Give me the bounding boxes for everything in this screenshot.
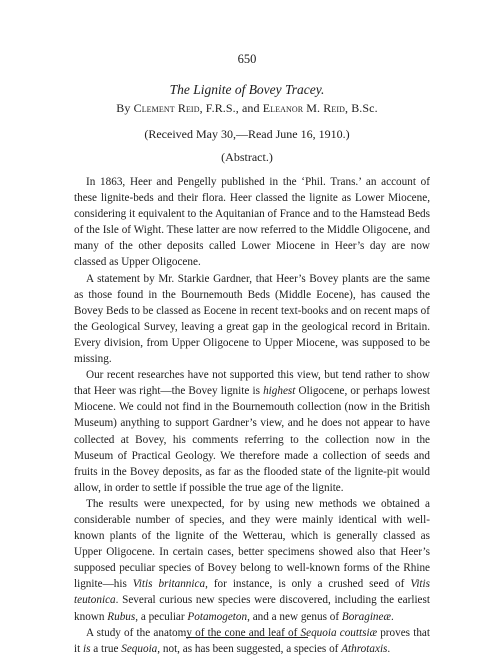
abstract-heading: (Abstract.): [221, 150, 273, 164]
species-name: Vitis teutonica: [74, 578, 430, 607]
paragraph-text: , not, as has been suggested, a species of: [157, 642, 342, 655]
species-name: Vitis britannica: [132, 578, 206, 591]
paragraph-2: [74, 271, 430, 368]
paragraph-text: Our recent researches have not supported this view, but tend rather to show that Heer was right—the Bovey lignite is: [74, 369, 430, 398]
paragraph-1: [74, 174, 430, 271]
paragraph-text: Oligocene, or perhaps lowest Miocene. We could not find in the Bournemouth collection (now in the British Museum) anything to support Gardner’s view, and he does not appear to have collected at Bovey, his comments referring to the collection now in the Museum of Practical Geology. We therefore made a collection of seeds and fruits in the Bovey deposits, as far as the flooded state of the lignite-pit would allow, in order to settle if possible the true age of the lignite.: [74, 385, 430, 494]
paragraph-text: , and a new genus of: [247, 610, 342, 623]
author-1-name: Clement Reid: [133, 101, 200, 115]
end-rule: [186, 637, 308, 638]
paragraph-5: [74, 625, 430, 657]
species-name: Sequoia couttsiæ: [300, 626, 378, 639]
author-line: [0, 101, 494, 116]
italic-text: is: [83, 642, 91, 655]
page-number: 650: [237, 52, 257, 66]
paragraph-text: The results were unexpected, for by using new methods we obtained a considerable number of species, and they were mainly identical with well-known plants of the lignite of the Wetterau, which is generally classed as Upper Oligocene. In certain cases, better specimens showed also that Heer’s supposed peculiar species of Bovey belong to well-known forms of the Rhine lignite—his: [74, 497, 430, 591]
italic-text: highest: [263, 385, 296, 398]
author-2-degree: , B.Sc.: [345, 101, 378, 115]
paragraph-1-text: In 1863, Heer and Pengelly published in the ‘Phil. Trans.’ an account of these lignite-beds and their flora. Heer classed the lignite as Lower Miocene, considering it equivalent to the Aquitanian of France and to the Hamstead Beds of the Isle of Wight. These latter are now referred to the Middle Oligocene, and many of the other deposits called Lower Miocene in Heer’s day are now classed as Upper Oligocene.: [74, 176, 430, 269]
genus-name: Athrotaxis: [341, 642, 388, 655]
paragraph-text: , for instance, is only a crushed seed of: [205, 578, 411, 591]
family-name: Boragineæ: [341, 610, 391, 623]
genus-name: Rubus: [107, 610, 136, 623]
paragraph-text: proves that it: [74, 626, 430, 655]
paragraph-text: , a peculiar: [135, 610, 188, 623]
paragraph-text: .: [390, 610, 394, 623]
genus-name: Potamogeton: [187, 610, 248, 623]
paragraph-4: [74, 496, 430, 625]
paper-title: The Lignite of Bovey Tracey.: [169, 82, 325, 97]
paragraph-2-text: A statement by Mr. Starkie Gardner, that Heer’s Bovey plants are the same as those found in the Bournemouth Beds (Middle Eocene), has caused the Bovey Beds to be classed as Eocene in recent text-books and on recent maps of the Geological Survey, leaving a great gap in the geological record in Britain. Every division, from Upper Oligocene to Upper Miocene, was supposed to be missing.: [74, 272, 430, 366]
paragraph-text: . Several curious new species were discovered, including the earliest known: [74, 594, 430, 623]
received-date: (Received May 30,—Read June 16, 1910.): [144, 127, 350, 141]
author-1-degree: , F.R.S., and: [199, 101, 260, 115]
paragraph-text: a true: [90, 642, 122, 655]
paragraph-text: A study of the anatomy of the cone and leaf of: [86, 626, 301, 639]
paragraph-3: [74, 367, 430, 496]
genus-name: Sequoia: [121, 642, 158, 655]
abstract-body: [74, 174, 430, 657]
author-2-name: Eleanor M. Reid: [262, 101, 345, 115]
by-label: By: [116, 101, 131, 115]
paragraph-text: .: [387, 642, 391, 655]
